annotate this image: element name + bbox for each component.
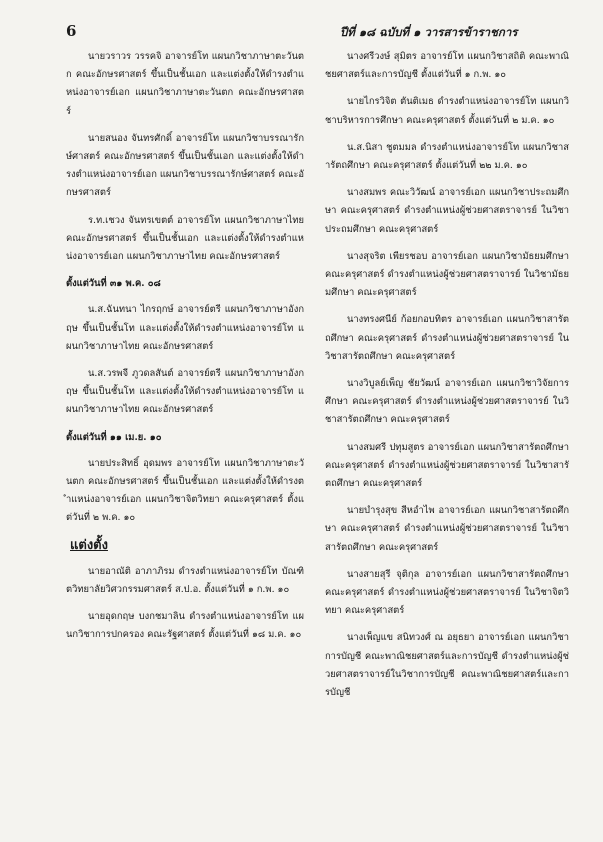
running-header: ปีที่ ๑๘ ฉบับที่ ๑ วารสารข้าราชการ <box>340 25 518 39</box>
paragraph: น.ส.ฉันทนา ไกรฤกษ์ อาจารย์ตรี แผนกวิชาภาษาอังกฤษ ขึ้นเป็นชั้นโท และแต่งตั้งให้ดำรงตำแหน่งอาจารย์โท แผนกวิชาภาษาไทย คณะอักษรศาสตร์ <box>66 304 304 352</box>
paragraph: นางสมพร คณะวิวัฒน์ อาจารย์เอก แผนกวิชาประถมศึกษา คณะครุศาสตร์ ดำรงตำแหน่งผู้ช่วยศาสตราจารย์ ในวิชาประถมศึกษา คณะครุศาสตร์ <box>325 187 569 235</box>
paragraph: นางวิบูลย์เพ็ญ ชัยวัฒน์ อาจารย์เอก แผนกวิชาวิจัยการศึกษา คณะครุศาสตร์ ดำรงตำแหน่งผู้ช่วยศาสตราจารย์ ในวิชาสารัตถศึกษา คณะครุศาสตร์ <box>325 378 569 426</box>
effective-date-line: ตั้งแต่วันที่ ๓๑ พ.ค. ๐๘ <box>66 278 161 290</box>
paragraph: นางสมศรี ปทุมสูตร อาจารย์เอก แผนกวิชาสารัตถศึกษา คณะครุศาสตร์ ดำรงตำแหน่งผู้ช่วยศาสตราจารย์ ในวิชาสารัตถศึกษา คณะครุศาสตร์ <box>325 441 569 490</box>
paragraph: นางสุจริต เพียรชอบ อาจารย์เอก แผนกวิชามัธยมศึกษา คณะครุศาสตร์ ดำรงตำแหน่งผู้ช่วยศาสตราจารย์ ในวิชามัธยมศึกษา คณะครุศาสตร์ <box>325 250 569 299</box>
paragraph: น.ส.วรพจี ภูวดลสันต์ อาจารย์ตรี แผนกวิชาภาษาอังกฤษ ขึ้นเป็นชั้นโท และแต่งตั้งให้ดำรงตำแหน่งอาจารย์โท แผนกวิชาภาษาไทย คณะอักษรศาสตร์ <box>66 368 304 416</box>
paragraph: นายไกรวิจิต ตันติเมธ ดำรงตำแหน่งอาจารย์โท แผนกวิชาบริหารการศึกษา คณะครุศาสตร์ ตั้งแต่วันที่ ๒ ม.ค. ๑๐ <box>325 96 569 126</box>
paragraph: น.ส.นิสา ชูตมมล ดำรงตำแหน่งอาจารย์โท แผนกวิชาสารัตถศึกษา คณะครุศาสตร์ ตั้งแต่วันที่ ๒๒ ม.ค. ๑๐ <box>325 141 569 172</box>
paragraph: นายประสิทธิ์ อุดมพร อาจารย์โท แผนกวิชาภาษาตะวันตก คณะอักษรศาสตร์ ขึ้นเป็นชั้นเอก และแต่งตั้งให้ดำรงตำแหน่งอาจารย์เอก แผนกวิชาจิตวิทยา คณะครุศาสตร์ ตั้งแต่วันที่ ๒ พ.ค. ๑๐ <box>66 457 304 524</box>
paragraph: นางศรีวงษ์ สุมิตร อาจารย์โท แผนกวิชาสถิติ คณะพาณิชยศาสตร์และการบัญชี ตั้งแต่วันที่ ๑ ก.พ. ๑๐ <box>325 51 569 81</box>
paragraph: นางทรงศนีย์ ก้อยกอบทิตร อาจารย์เอก แผนกวิชาสารัตถศึกษา คณะครุศาสตร์ ดำรงตำแหน่งผู้ช่วยศาสตราจารย์ ในวิชาสารัตถศึกษา คณะครุศาสตร์ <box>325 314 569 362</box>
paragraph: ร.ท.เชวง จันทรเขตต์ อาจารย์โท แผนกวิชาภาษาไทย คณะอักษรศาสตร์ ขึ้นเป็นชั้นเอก และแต่งตั้งให้ดำรงตำแหน่งอาจารย์เอก แผนกวิชาภาษาไทย คณะอักษรศาสตร์ <box>66 214 304 263</box>
section-heading-appointment: แต่งตั้ง <box>70 537 108 553</box>
paragraph: นายบำรุงสุข สีหอำไพ อาจารย์เอก แผนกวิชาสารัตถศึกษา คณะครุศาสตร์ ดำรงตำแหน่งผู้ช่วยศาสตราจารย์ ในวิชาสารัตถศึกษา คณะครุศาสตร์ <box>325 505 569 553</box>
paragraph: นายอาณัติ อาภาภิรม ดำรงตำแหน่งอาจารย์โท บัณฑิตวิทยาลัยวิศวกรรมศาสตร์ ส.ป.อ. ตั้งแต่วันที่ ๑ ก.พ. ๑๐ <box>66 565 304 596</box>
paragraph: นางเพ็ญแข สนิทวงศ์ ณ อยุธยา อาจารย์เอก แผนกวิชาการบัญชี คณะพาณิชยศาสตร์และการบัญชี ดำรงตำแหน่งผู้ช่วยศาสตราจารย์ในวิชาการบัญชี คณะพาณิชยศาสตร์และการบัญชี <box>325 632 569 699</box>
page-number: 6 <box>66 22 77 40</box>
left-column <box>66 48 304 654</box>
paragraph: นายอุดกฤษ บงกชมาลิน ดำรงตำแหน่งอาจารย์โท แผนกวิชาการปกครอง คณะรัฐศาสตร์ ตั้งแต่วันที่ ๑๘ ม.ค. ๑๐ <box>66 611 304 641</box>
effective-date-line: ตั้งแต่วันที่ ๑๑ เม.ย. ๑๐ <box>66 431 162 443</box>
right-column <box>325 48 569 711</box>
paragraph: นางสายสุรี จุติกุล อาจารย์เอก แผนกวิชาสารัตถศึกษา คณะครุศาสตร์ ดำรงตำแหน่งผู้ช่วยศาสตราจารย์ ในวิชาจิตวิทยา คณะครุศาสตร์ <box>325 568 569 617</box>
paragraph: นายสนอง จันทรศักดิ์ อาจารย์โท แผนกวิชาบรรณารักษ์ศาสตร์ คณะอักษรศาสตร์ ขึ้นเป็นชั้นเอก และแต่งตั้งให้ดำรงตำแหน่งอาจารย์เอก แผนกวิชาบรรณารักษ์ศาสตร์ คณะอักษรศาสตร์ <box>66 132 304 199</box>
paragraph: นายวราวร วรรคจิ อาจารย์โท แผนกวิชาภาษาตะวันตก คณะอักษรศาสตร์ ขึ้นเป็นชั้นเอก และแต่งตั้งให้ดำรงตำแหน่งอาจารย์เอก แผนกวิชาภาษาตะวันตก คณะอักษรศาสตร์ <box>66 51 304 117</box>
